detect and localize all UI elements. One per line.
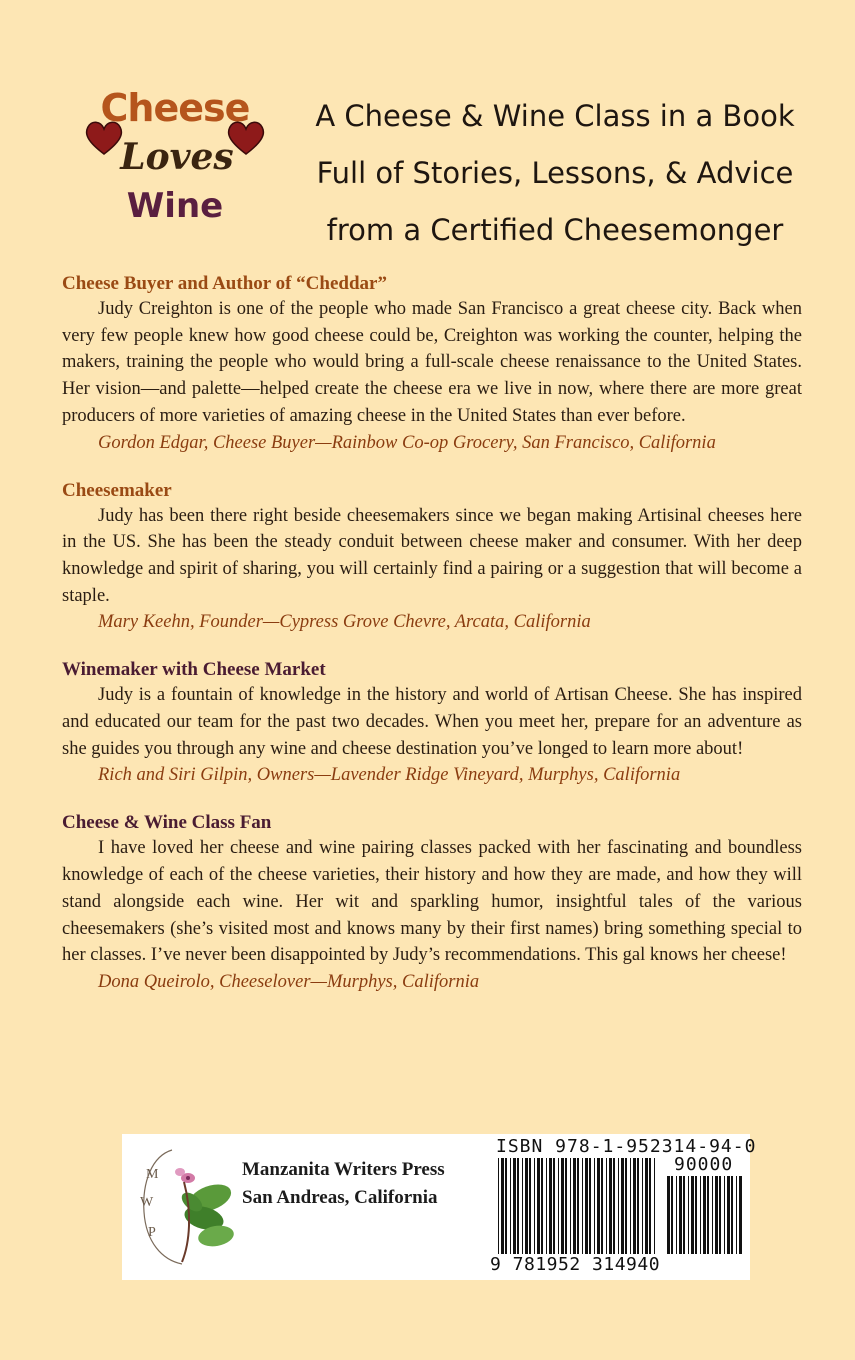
review-attribution: Mary Keehn, Founder—Cypress Grove Chevre, Arcata, California: [98, 612, 591, 633]
logo-cheese-text: Cheese: [100, 86, 250, 130]
review-heading: Cheese & Wine Class Fan: [62, 812, 272, 834]
review-attribution: Dona Queirolo, Cheeselover—Murphys, California: [98, 971, 480, 992]
publisher-name: Manzanita Writers Press: [242, 1159, 445, 1180]
tagline-line: from a Certified Cheesemonger: [326, 213, 784, 247]
logo-wine-text: Wine: [126, 186, 224, 226]
publisher-logo: [132, 1142, 242, 1272]
review-attribution: Gordon Edgar, Cheese Buyer—Rainbow Co-op Grocery, San Francisco, California: [98, 432, 716, 453]
isbn-text: ISBN 978-1-952314-94-0: [496, 1136, 757, 1157]
review-heading: Cheesemaker: [62, 479, 172, 501]
review-heading: Cheese Buyer and Author of “Cheddar”: [62, 273, 387, 294]
barcode-icon: [498, 1158, 658, 1254]
publisher-footer: [122, 1134, 757, 1280]
review-block: [62, 272, 802, 457]
review-attribution: Rich and Siri Gilpin, Owners—Lavender Ridge Vineyard, Murphys, California: [98, 765, 681, 786]
logo-loves-text: Loves: [120, 136, 234, 178]
logo-letter-w: W: [140, 1195, 154, 1210]
price-code: 90000: [674, 1154, 734, 1175]
publisher-info: [242, 1156, 445, 1212]
manzanita-flower-icon: [175, 1168, 195, 1183]
tagline: [290, 88, 820, 259]
review-body: Judy has been there right beside cheesemakers since we began making Artisinal cheeses here in the US. She has been the steady conduit between cheese maker and consumer. With her deep knowledge and spirit of sharing, you will certainly find a pairing or a suggestion that will become a staple.: [62, 505, 802, 606]
tagline-line: A Cheese & Wine Class in a Book: [315, 99, 795, 133]
book-logo: [80, 86, 270, 236]
barcode-digits: 9 781952 314940: [490, 1254, 661, 1275]
review-body: Judy is a fountain of knowledge in the history and world of Artisan Cheese. She has inspired and educated our team for the past two decades. When you meet her, prepare for an adventure as she guides you through any wine and cheese destination you’ve longed to learn more about!: [62, 685, 802, 759]
review-body: I have loved her cheese and wine pairing classes packed with her fascinating and boundless knowledge of each of the cheese varieties, their history and how they are made, and how they will stand alongside each wine. Her wit and sparkling humor, insightful tales of the various cheesemakers (she’s visited most and knows many by their first names) bring something special to her classes. I’ve never been disappointed by Judy’s recommendations. This gal knows her cheese!: [62, 838, 802, 966]
barcode-addon-icon: [667, 1176, 745, 1254]
tagline-line: Full of Stories, Lessons, & Advice: [316, 156, 794, 190]
review-body: Judy Creighton is one of the people who made San Francisco a great cheese city. Back when very few people knew how good cheese could be, Creighton was working the counter, helping the makers, training the people who would bring a full-scale cheese renaissance to the United States. Her vision—and palette—helped create the cheese era we live in now, where there are more great producers of more varieties of amazing cheese in the United States than ever before.: [62, 299, 802, 426]
review-block: [62, 811, 802, 996]
reviews-section: [62, 272, 802, 1018]
logo-letter-p: P: [148, 1225, 156, 1240]
leaf-icon: [178, 1179, 235, 1262]
review-heading: Winemaker with Cheese Market: [62, 659, 326, 681]
review-block: [62, 658, 802, 789]
logo-letter-m: M: [146, 1167, 159, 1182]
review-block: [62, 479, 802, 637]
publisher-location: San Andreas, California: [242, 1187, 438, 1208]
